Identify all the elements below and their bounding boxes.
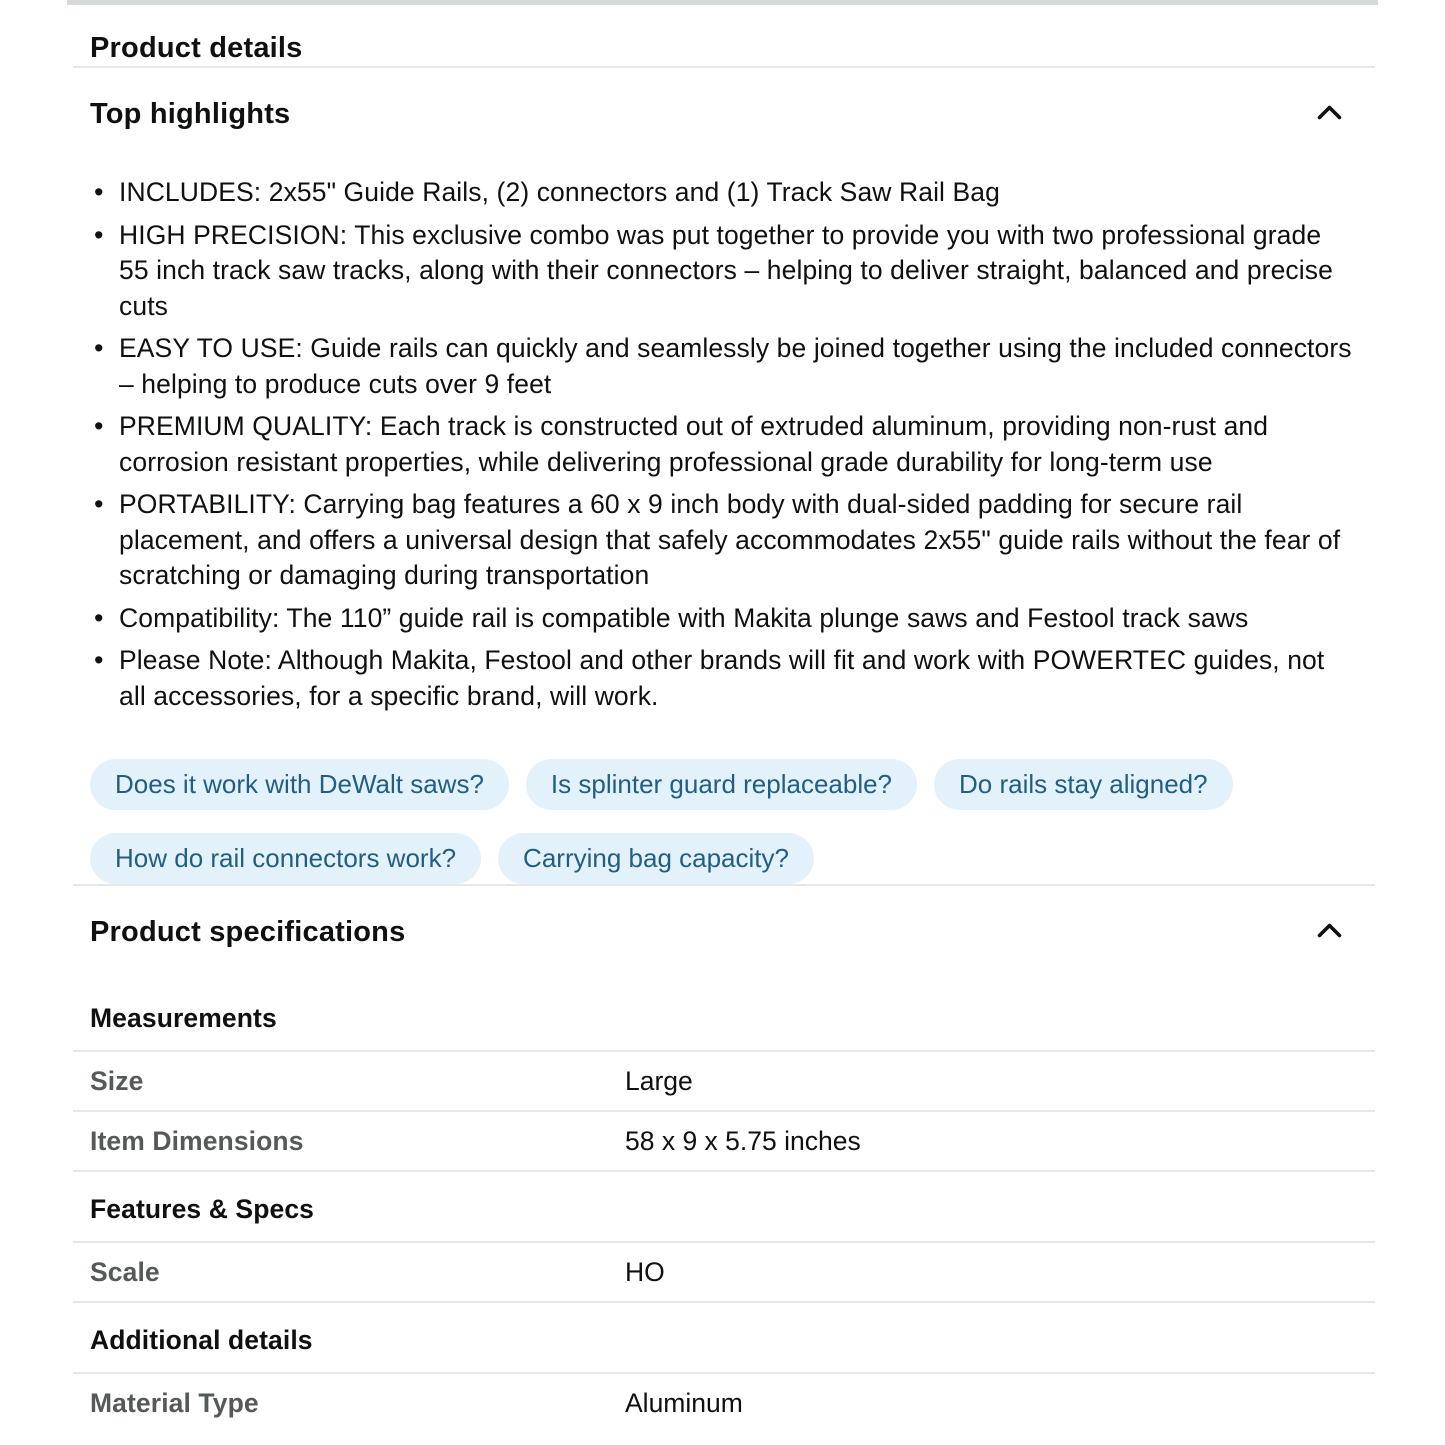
spec-value: 58 x 9 x 5.75 inches	[625, 1126, 861, 1156]
highlight-bullet: • INCLUDES: 2x55" Guide Rails, (2) connectors and (1) Track Saw Rail Bag	[90, 175, 1355, 211]
chevron-up-icon	[1316, 104, 1343, 124]
highlight-bullet: • Please Note: Although Makita, Festool and other brands will fit and work with POWERTEC guides, not all accessories, for a specific brand, will work.	[90, 643, 1355, 714]
specifications-table	[73, 1003, 1375, 1432]
highlight-bullet: • PREMIUM QUALITY: Each track is constructed out of extruded aluminum, providing non-rust and corrosion resistant properties, while delivering professional grade durability for long-term use	[90, 409, 1355, 480]
spec-group-heading-additional-details: Additional details	[90, 1325, 313, 1355]
highlights-list	[73, 175, 1375, 714]
top-highlights-section	[73, 95, 1375, 884]
question-chip-splinter-guard[interactable]: Is splinter guard replaceable?	[526, 759, 917, 810]
spec-row-scale	[73, 1243, 1375, 1301]
spec-value: Large	[625, 1066, 693, 1096]
top-highlights-title: Top highlights	[90, 98, 291, 130]
product-specifications-collapse-button[interactable]	[1312, 918, 1347, 946]
question-chip-bag-capacity[interactable]: Carrying bag capacity?	[498, 833, 814, 884]
highlight-bullet: • Compatibility: The 110” guide rail is compatible with Makita plunge saws and Festool track saws	[90, 601, 1355, 637]
top-highlights-collapse-button[interactable]	[1312, 100, 1347, 128]
product-details-panel	[73, 30, 1375, 1432]
question-chips	[73, 759, 1367, 884]
question-chip-rails-aligned[interactable]: Do rails stay aligned?	[934, 759, 1233, 810]
spec-label: Material Type	[90, 1388, 259, 1418]
product-specifications-title: Product specifications	[90, 916, 406, 948]
section-top-divider	[67, 0, 1378, 5]
spec-label: Size	[90, 1066, 144, 1096]
highlight-bullet: • PORTABILITY: Carrying bag features a 60 x 9 inch body with dual-sided padding for secure rail placement, and offers a universal design that safely accommodates 2x55" guide rails without the fear of scratching or damaging during transportation	[90, 487, 1355, 594]
spec-group-heading-features-specs: Features & Specs	[90, 1194, 315, 1224]
divider	[73, 66, 1375, 68]
spec-row-size	[73, 1052, 1375, 1110]
highlight-bullet: • EASY TO USE: Guide rails can quickly and seamlessly be joined together using the included connectors – helping to produce cuts over 9 feet	[90, 331, 1355, 402]
spec-row-material-type	[73, 1374, 1375, 1432]
question-chip-rail-connectors[interactable]: How do rail connectors work?	[90, 833, 481, 884]
spec-label: Item Dimensions	[90, 1126, 304, 1156]
question-chip-dewalt[interactable]: Does it work with DeWalt saws?	[90, 759, 509, 810]
spec-value: HO	[625, 1257, 665, 1287]
product-specifications-section	[73, 913, 1375, 1432]
divider	[73, 884, 1375, 886]
spec-row-item-dimensions	[73, 1112, 1375, 1170]
chevron-up-icon	[1316, 922, 1343, 942]
spec-label: Scale	[90, 1257, 160, 1287]
spec-value: Aluminum	[625, 1388, 743, 1418]
spec-group-heading-measurements: Measurements	[90, 1003, 277, 1033]
page-title: Product details	[90, 32, 303, 64]
highlight-bullet: • HIGH PRECISION: This exclusive combo was put together to provide you with two professional grade 55 inch track saw tracks, along with their connectors – helping to deliver straight, balanced and precise cuts	[90, 218, 1355, 325]
